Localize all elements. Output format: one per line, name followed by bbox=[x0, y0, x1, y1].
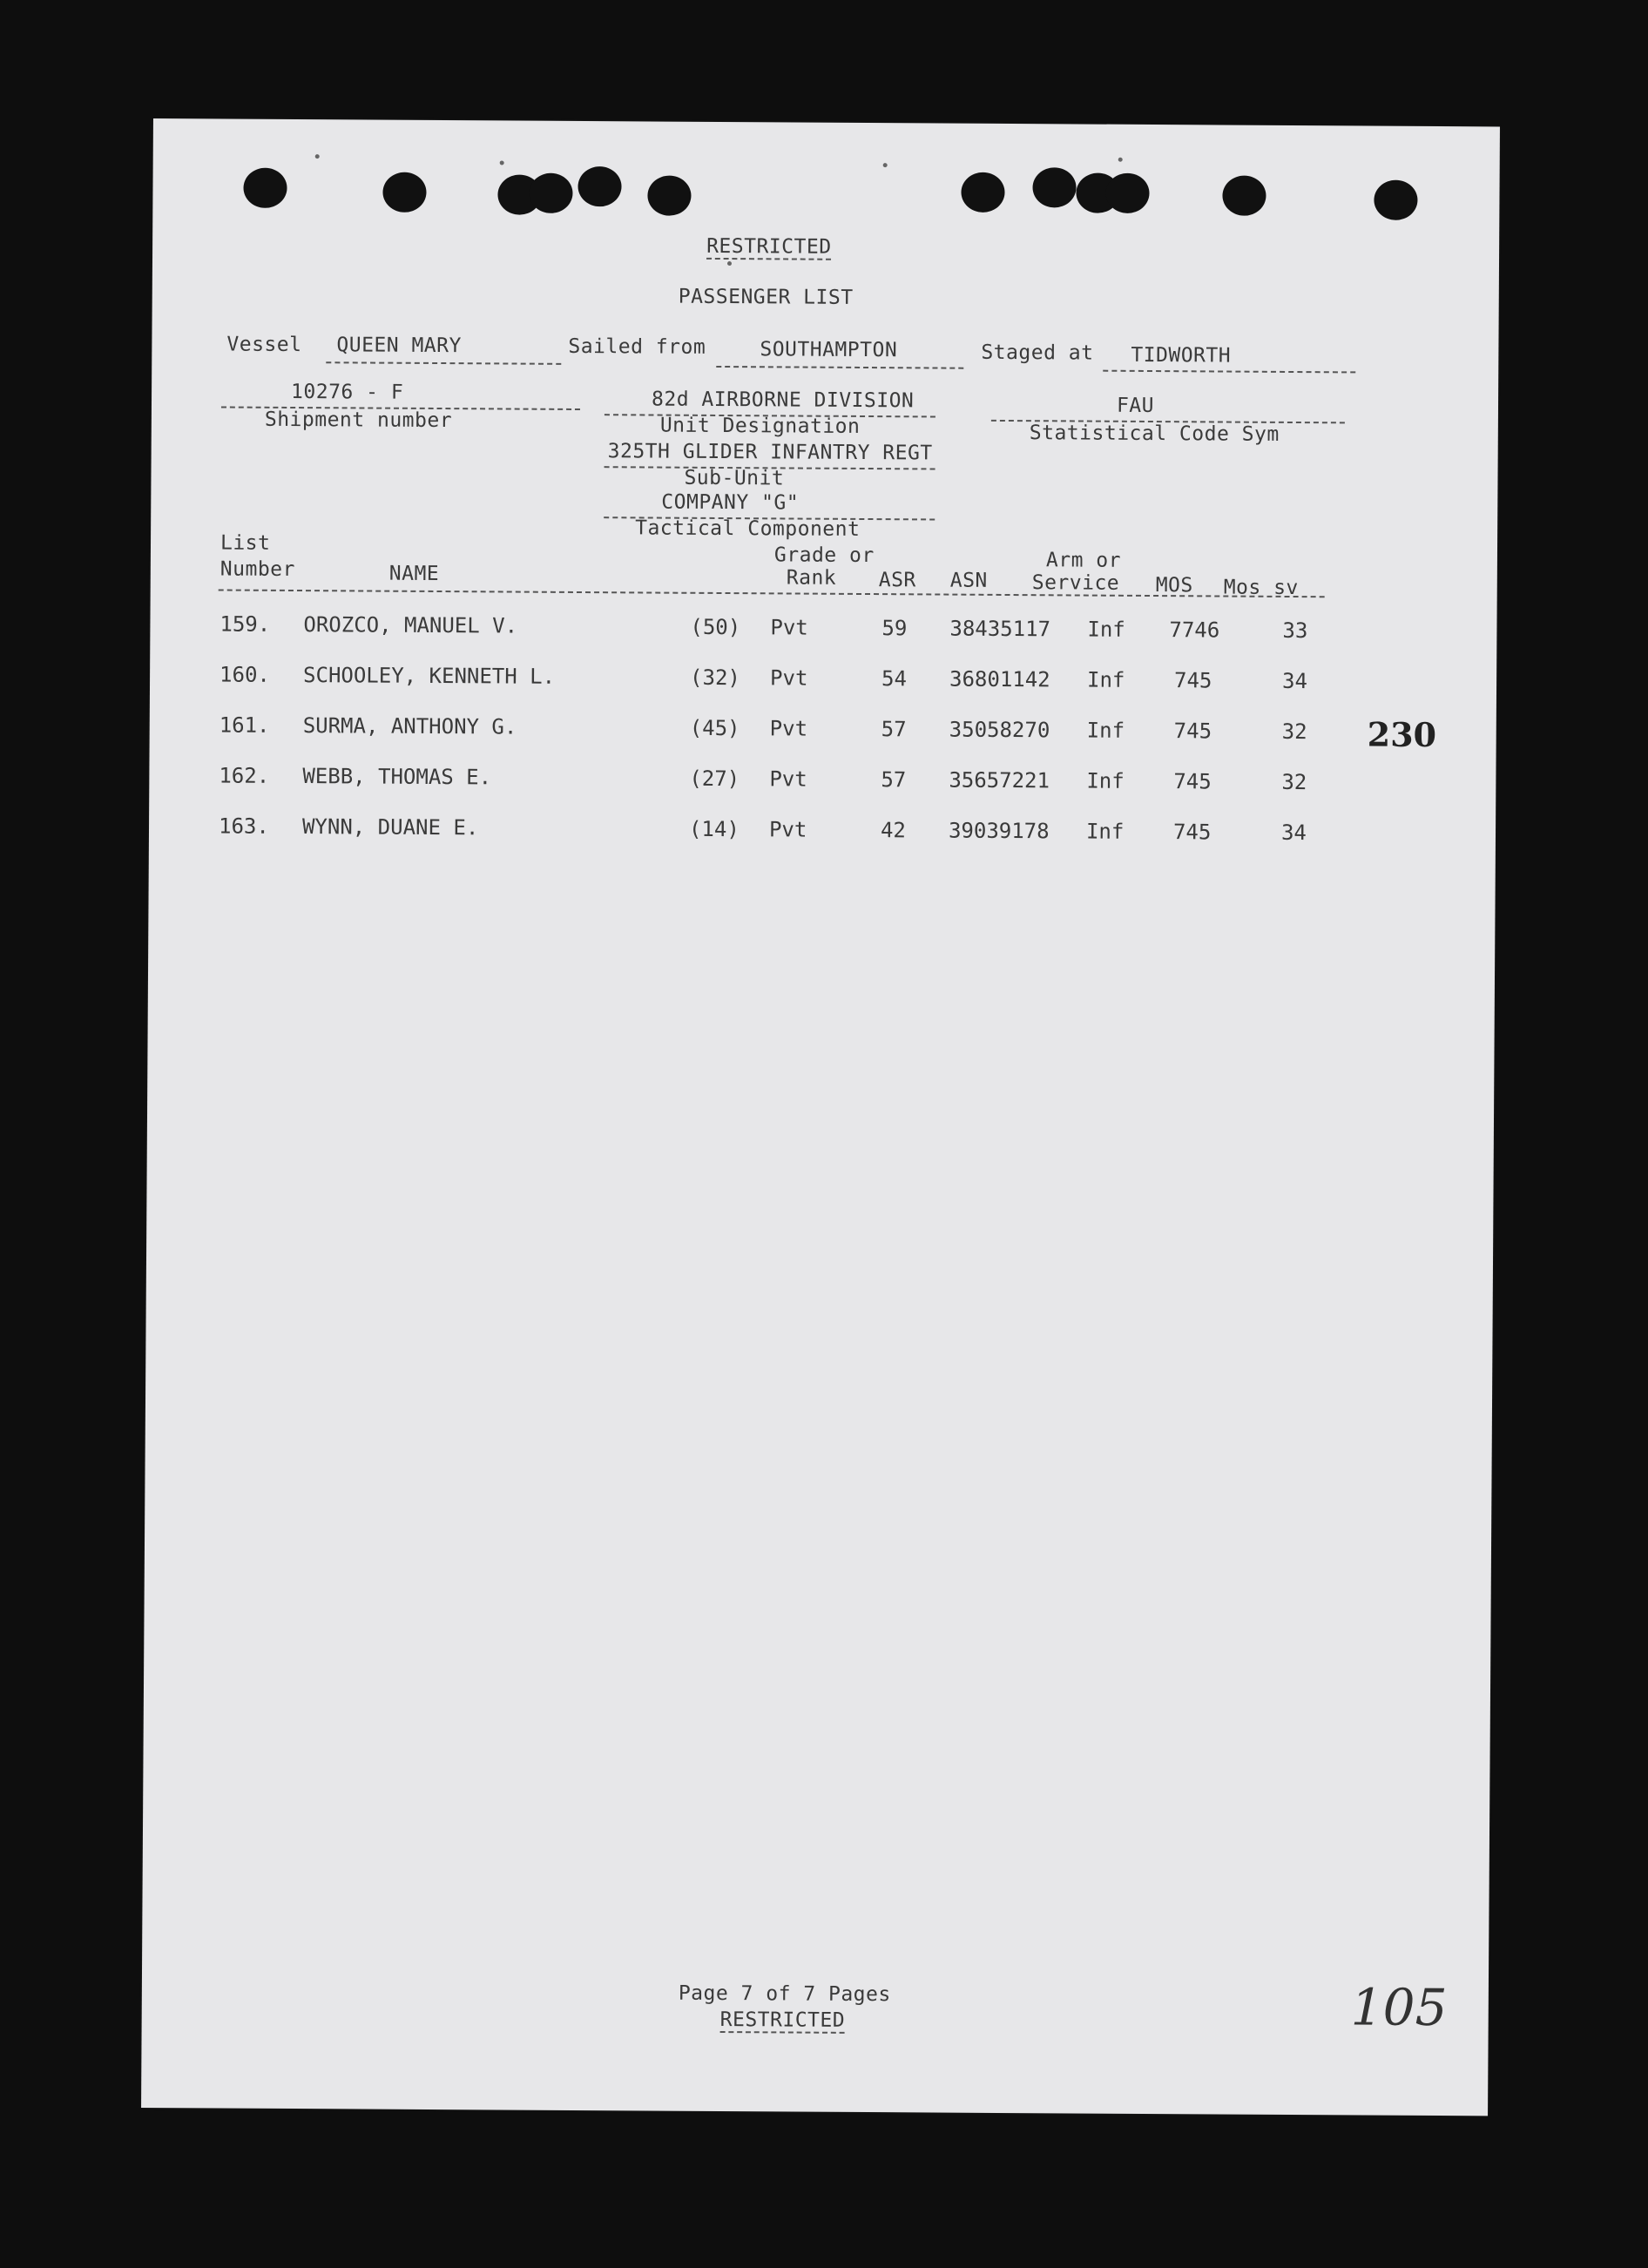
arm: Inf bbox=[1086, 667, 1125, 692]
col-asr: ASR bbox=[878, 569, 916, 592]
col-asn: ASN bbox=[949, 569, 988, 592]
tactical-label: Tactical Component bbox=[635, 516, 861, 541]
mos: 745 bbox=[1173, 668, 1212, 693]
sub-unit-value: 325TH GLIDER INFANTRY REGT bbox=[607, 440, 933, 465]
punch-hole bbox=[382, 172, 426, 213]
paper-speck bbox=[1118, 158, 1123, 162]
asr: 57 bbox=[881, 767, 907, 793]
table-row bbox=[149, 763, 1496, 806]
sailed-label: Sailed from bbox=[568, 334, 706, 359]
table-row bbox=[150, 611, 1496, 654]
tactical-value: COMPANY "G" bbox=[661, 490, 800, 515]
document-page bbox=[141, 118, 1500, 2116]
mos-sv: 34 bbox=[1281, 668, 1308, 694]
table-row bbox=[149, 813, 1496, 856]
punch-hole bbox=[961, 172, 1004, 213]
asn: 39039178 bbox=[948, 818, 1050, 844]
list-number: 159. bbox=[220, 611, 271, 637]
unit-label: Unit Designation bbox=[659, 414, 861, 438]
code: (27) bbox=[689, 766, 740, 792]
rank: Pvt bbox=[768, 817, 807, 842]
mos: 745 bbox=[1172, 820, 1212, 845]
arm: Inf bbox=[1086, 768, 1125, 793]
code: (50) bbox=[690, 614, 741, 640]
document-title: PASSENGER LIST bbox=[678, 285, 854, 309]
sailed-value: SOUTHAMPTON bbox=[760, 338, 898, 362]
staged-underline bbox=[1103, 370, 1355, 374]
paper-speck bbox=[883, 163, 888, 167]
shipment-number: 10276 - F bbox=[291, 380, 404, 404]
list-number: 160. bbox=[220, 662, 270, 687]
col-arm: Arm or bbox=[1045, 549, 1122, 572]
code: (32) bbox=[690, 665, 740, 691]
passenger-name: SURMA, ANTHONY G. bbox=[302, 713, 517, 739]
punch-hole bbox=[1374, 180, 1417, 220]
list-number: 161. bbox=[219, 712, 270, 738]
rank: Pvt bbox=[770, 615, 808, 640]
table-row bbox=[150, 662, 1496, 705]
asn: 36801142 bbox=[949, 666, 1050, 692]
list-number: 162. bbox=[219, 763, 270, 788]
classification-bottom: RESTRICTED bbox=[719, 2008, 846, 2032]
vessel-underline bbox=[326, 361, 561, 365]
punch-hole bbox=[529, 173, 572, 213]
mos: 7746 bbox=[1169, 618, 1220, 643]
passenger-name: WEBB, THOMAS E. bbox=[302, 764, 492, 790]
stat-code-value: FAU bbox=[1116, 394, 1155, 418]
classification-top: RESTRICTED bbox=[706, 234, 832, 259]
col-number: Number bbox=[220, 557, 296, 582]
asn: 35657221 bbox=[949, 767, 1050, 793]
punch-hole bbox=[1222, 176, 1266, 216]
vessel-label: Vessel bbox=[226, 333, 302, 357]
asr: 54 bbox=[881, 666, 908, 692]
asr: 59 bbox=[881, 616, 908, 641]
code: (45) bbox=[689, 715, 740, 741]
footer-page: Page 7 of 7 Pages bbox=[678, 1981, 891, 2007]
mos-sv: 32 bbox=[1281, 719, 1307, 745]
rank: Pvt bbox=[769, 766, 807, 792]
col-service: Service bbox=[1031, 571, 1120, 595]
staged-value: TIDWORTH bbox=[1131, 343, 1232, 368]
col-grade: Grade or bbox=[773, 543, 875, 568]
punch-hole bbox=[243, 168, 287, 208]
col-rank: Rank bbox=[786, 566, 837, 590]
list-number: 163. bbox=[218, 813, 269, 839]
mos-sv: 34 bbox=[1280, 820, 1307, 846]
col-list: List bbox=[220, 531, 271, 555]
staged-label: Staged at bbox=[981, 341, 1094, 365]
asr: 57 bbox=[881, 717, 907, 742]
mos: 745 bbox=[1173, 769, 1212, 794]
rank: Pvt bbox=[770, 665, 808, 691]
punch-hole bbox=[1032, 167, 1076, 207]
asn: 38435117 bbox=[949, 616, 1051, 642]
arm: Inf bbox=[1085, 819, 1125, 844]
mos: 745 bbox=[1173, 719, 1212, 744]
asr: 42 bbox=[880, 818, 907, 843]
passenger-name: WYNN, DUANE E. bbox=[301, 814, 479, 840]
mos-sv: 32 bbox=[1281, 769, 1307, 795]
vessel-value: QUEEN MARY bbox=[336, 334, 462, 358]
passenger-name: OROZCO, MANUEL V. bbox=[303, 612, 518, 638]
unit-value: 82d AIRBORNE DIVISION bbox=[651, 388, 915, 413]
col-mos: MOS bbox=[1155, 574, 1193, 597]
asn: 35058270 bbox=[949, 717, 1050, 743]
code: (14) bbox=[688, 816, 740, 842]
paper-speck bbox=[315, 154, 320, 159]
arm: Inf bbox=[1087, 617, 1125, 642]
sub-unit-label: Sub-Unit bbox=[684, 466, 785, 490]
paper-speck bbox=[727, 261, 732, 266]
sailed-underline bbox=[716, 366, 963, 369]
punch-hole bbox=[577, 166, 621, 206]
rank: Pvt bbox=[769, 716, 808, 741]
col-name: NAME bbox=[388, 562, 440, 586]
stamped-page-number: 230 bbox=[1367, 714, 1437, 755]
stat-code-label: Statistical Code Sym bbox=[1029, 422, 1280, 446]
col-mos-sv: Mos sv bbox=[1223, 576, 1299, 600]
paper-speck bbox=[500, 160, 504, 165]
shipment-label: Shipment number bbox=[264, 408, 453, 433]
passenger-name: SCHOOLEY, KENNETH L. bbox=[303, 663, 556, 689]
mos-sv: 33 bbox=[1282, 618, 1308, 644]
arm: Inf bbox=[1086, 718, 1125, 743]
punch-hole bbox=[1105, 173, 1149, 213]
punch-hole bbox=[647, 175, 691, 215]
table-row bbox=[150, 712, 1496, 755]
handwritten-number: 105 bbox=[1350, 1977, 1448, 2038]
